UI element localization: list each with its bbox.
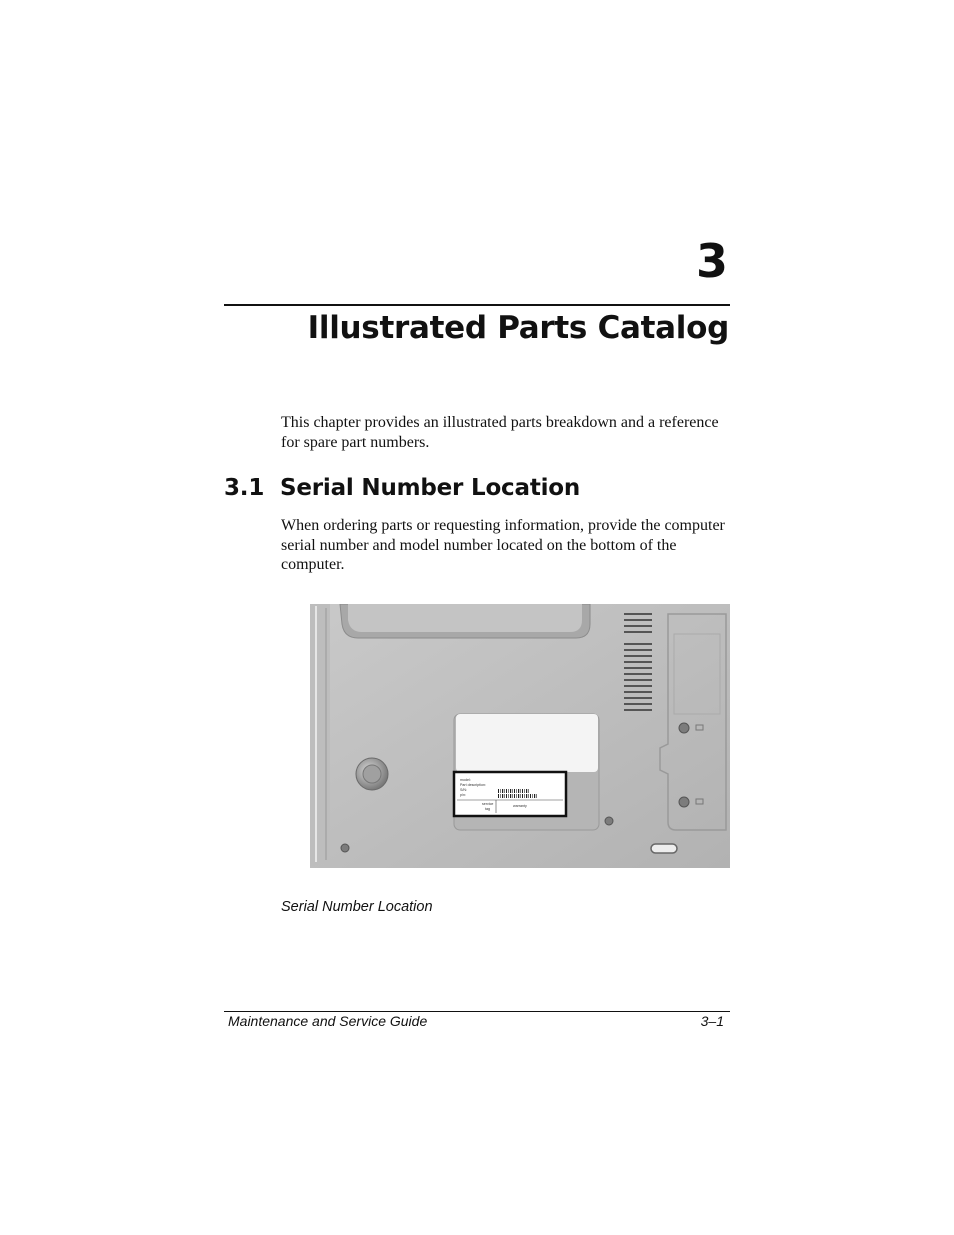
- label-warranty-text: warranty: [513, 804, 527, 808]
- footer-rule: [224, 1011, 730, 1012]
- serial-number-figure: [306, 604, 730, 872]
- footer-page-number: 3–1: [700, 1013, 724, 1029]
- label-pn-text: p/n:: [460, 793, 466, 797]
- chapter-number: 3: [695, 234, 728, 288]
- chapter-rule: [224, 304, 730, 306]
- section-number: 3.1: [224, 475, 265, 501]
- label-model-text: model:: [460, 778, 471, 782]
- label-part-text: Part description:: [460, 783, 486, 787]
- section-paragraph: When ordering parts or requesting information, provide the computer serial number and model number located on the bottom of the computer.: [281, 517, 725, 573]
- section-heading: [224, 474, 580, 504]
- laptop-bottom-illustration: [306, 604, 730, 872]
- latch-slot: [651, 844, 677, 853]
- figure-caption: Serial Number Location: [281, 899, 433, 915]
- footer-guide-title: Maintenance and Service Guide: [228, 1013, 428, 1029]
- label-tag-text: tag: [485, 807, 490, 811]
- intro-paragraph: This chapter provides an illustrated parts breakdown and a reference for spare part numbers.: [281, 414, 719, 451]
- chapter-title: Illustrated Parts Catalog: [307, 310, 729, 346]
- label-sn-text: S/N:: [460, 788, 467, 792]
- serial-number-label: [454, 772, 566, 816]
- section-title: Serial Number Location: [280, 475, 581, 501]
- label-service-text: service: [482, 802, 494, 806]
